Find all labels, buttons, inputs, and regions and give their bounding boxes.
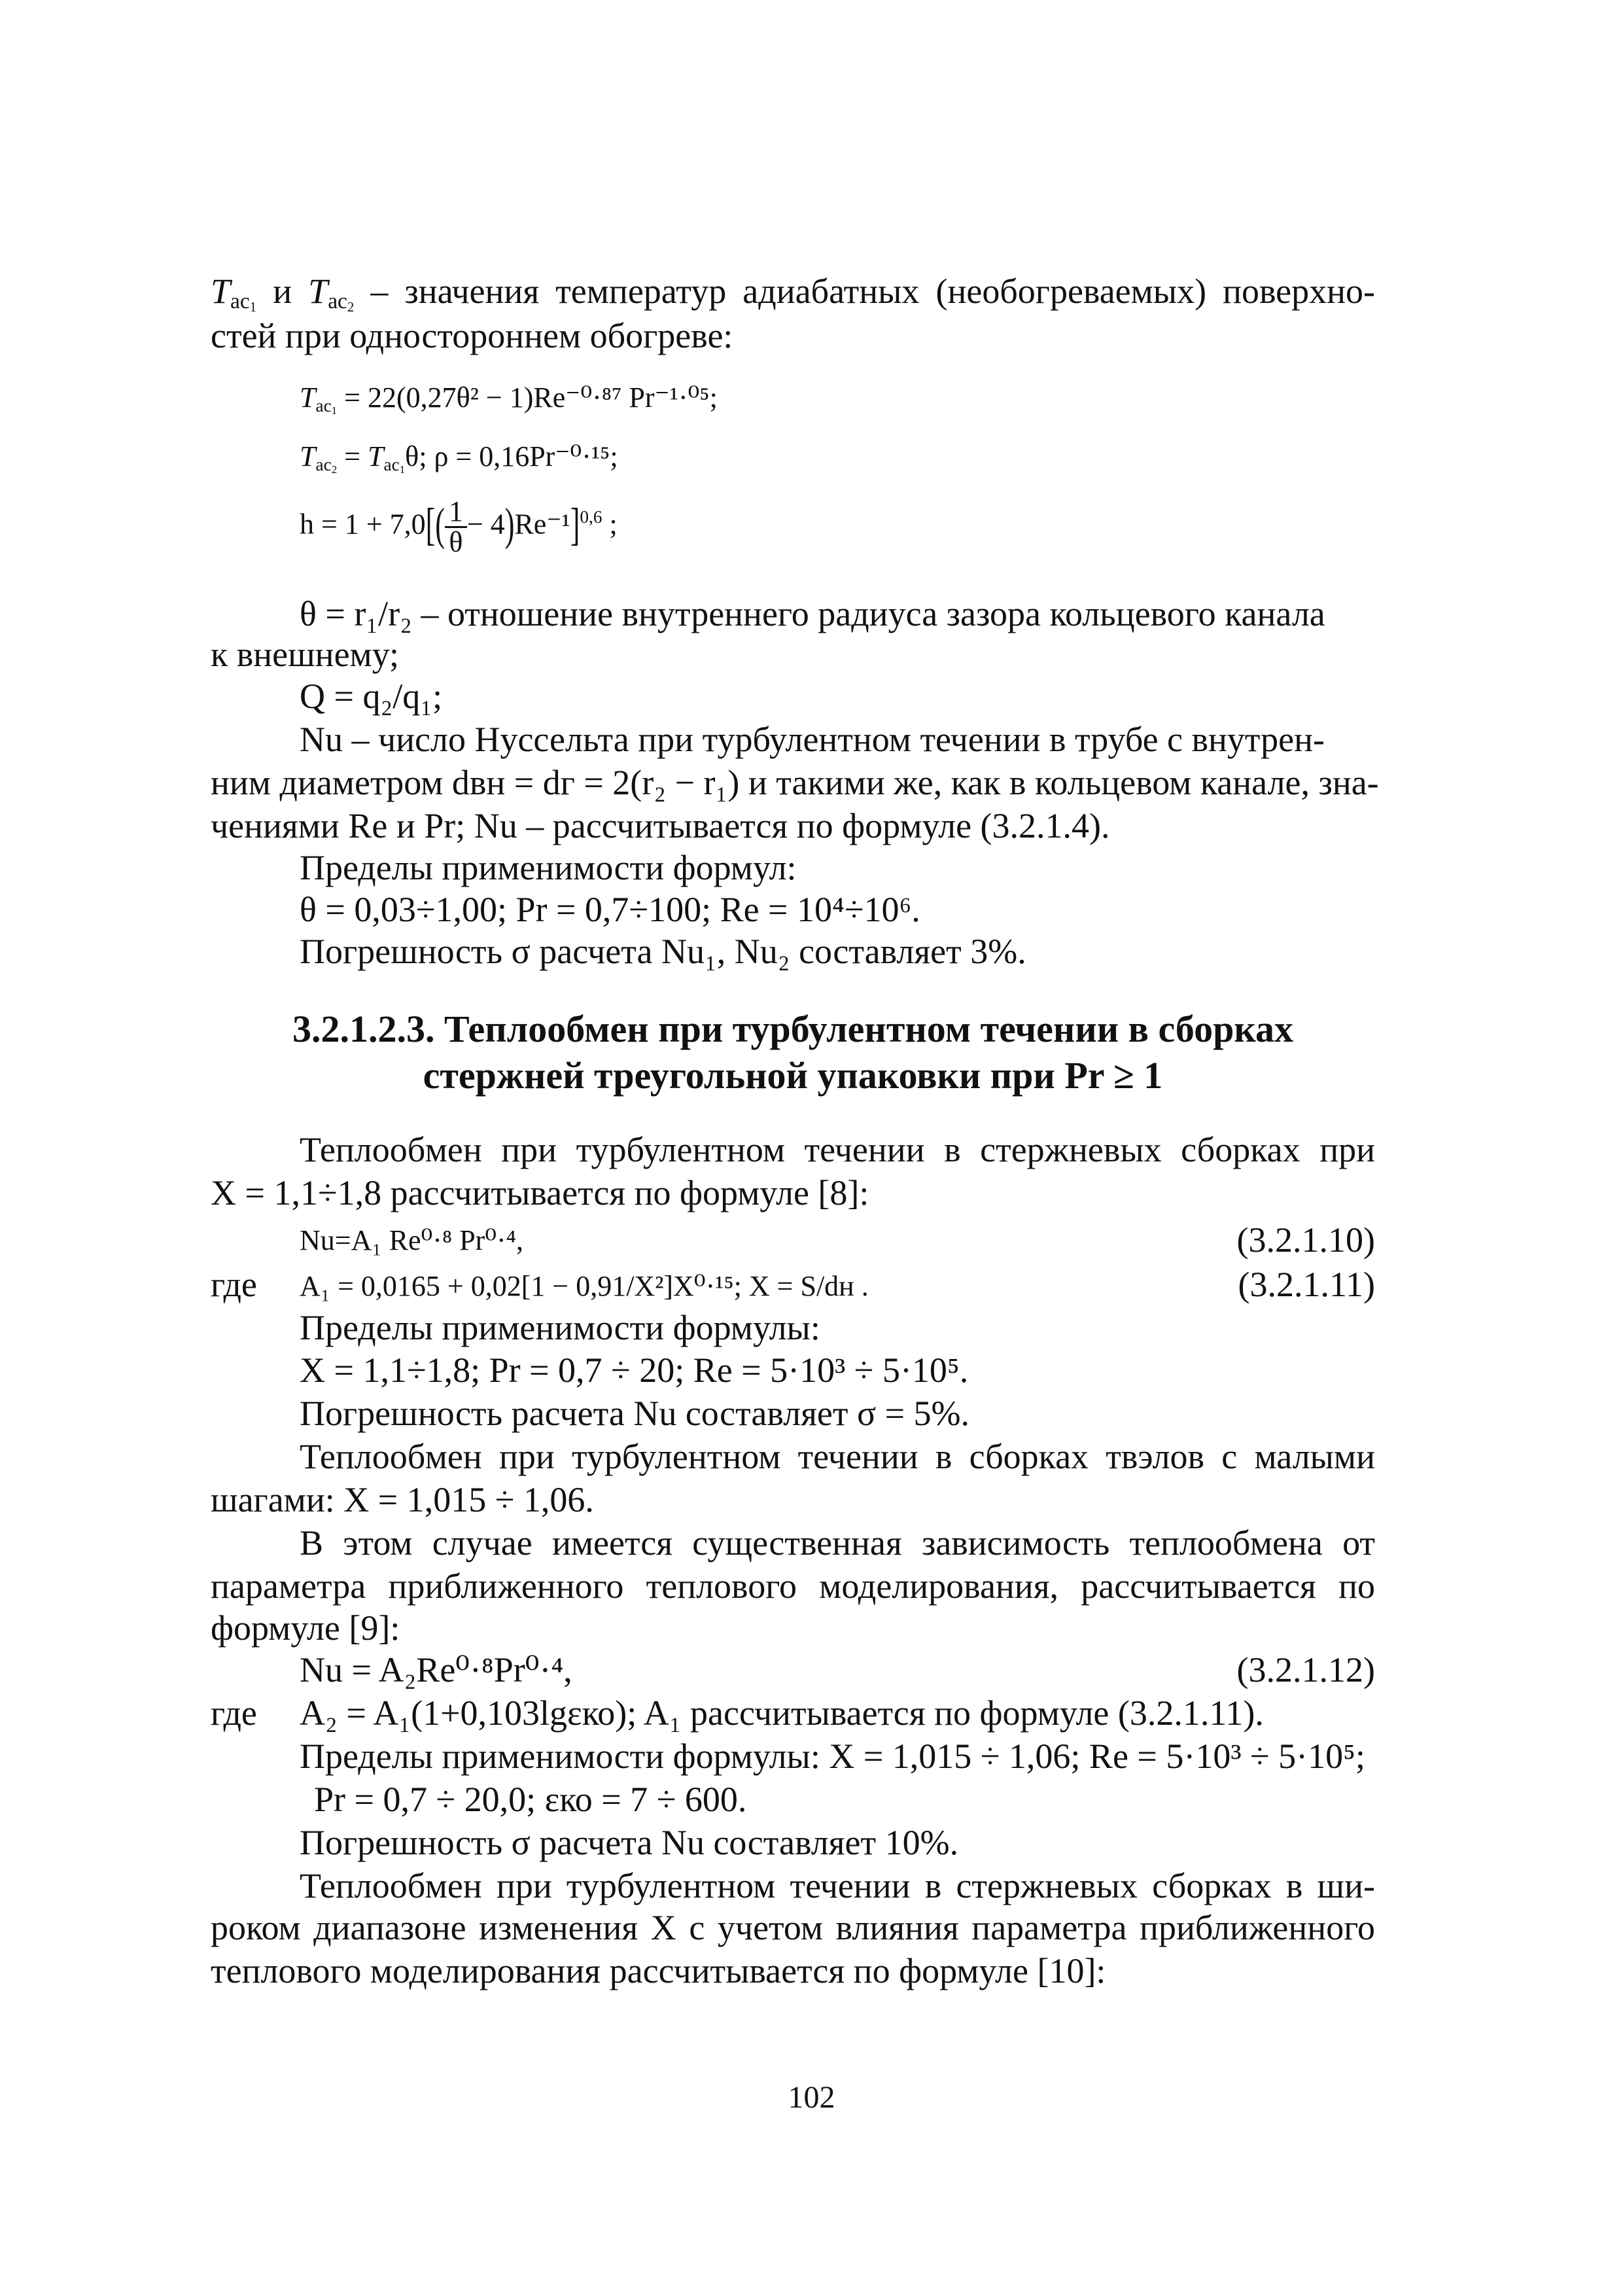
equation-number-11: (3.2.1.11) <box>1238 1265 1375 1304</box>
theta-definition-line-2: к внешнему; <box>211 635 400 674</box>
intro-line-1: $T_{ac_1}$ и $T_{ac_2}$ – значения температур адиабатных (необогреваемых) поверхно- <box>211 272 1376 315</box>
section-heading-line-1: 3.2.1.2.3. Теплообмен при турбулентном течении в сборках <box>292 1008 1293 1050</box>
paragraph-1-line-1: Теплообмен при турбулентном течении в стержневых сборках при <box>300 1130 1375 1169</box>
paragraph-3-line-2: параметра приближенного теплового моделирования, рассчитывается по <box>211 1566 1375 1606</box>
limits-line-3a: Пределы применимости формулы: X = 1,015 ÷ 1,06; Re = 5·10³ ÷ 5·10⁵; <box>300 1737 1365 1776</box>
nu-definition-line-1: Nu – число Нуссельта при турбулентном течении в трубе с внутрен- <box>300 720 1325 759</box>
where-label-1: где <box>211 1265 257 1304</box>
limits-line-3b: Pr = 0,7 ÷ 20,0; εко = 7 ÷ 600. <box>314 1780 747 1819</box>
paragraph-2-line-1: Теплообмен при турбулентном течении в сборках твэлов с малыми <box>300 1437 1375 1476</box>
paragraph-2-line-2: шагами: X = 1,015 ÷ 1,06. <box>211 1480 594 1519</box>
paragraph-1-line-2: X = 1,1÷1,8 рассчитывается по формуле [8]: <box>211 1173 869 1212</box>
equation-12-definition: A₂ = A₁(1+0,103lgεко); A₁ рассчитывается по формуле (3.2.1.11). <box>300 1693 1264 1733</box>
formula-tac2: $T_{ac_2} = T_{ac_1}\theta$; ρ = 0,16Pr⁻⁰·¹⁵; <box>300 440 618 476</box>
where-label-2: где <box>211 1693 257 1733</box>
limits-values-2: X = 1,1÷1,8; Pr = 0,7 ÷ 20; Re = 5·10³ ÷ 5·10⁵. <box>300 1351 969 1390</box>
equation-3-2-1-12: Nu = A₂Re⁰·⁸Pr⁰·⁴, <box>300 1650 572 1689</box>
equation-3-2-1-11: A₁ = 0,0165 + 0,02[1 − 0,91/X²]X⁰·¹⁵; X = S/dн . <box>300 1270 869 1302</box>
equation-3-2-1-10: Nu=A₁ Re⁰·⁸ Pr⁰·⁴, <box>300 1224 523 1256</box>
equation-number-12: (3.2.1.12) <box>1236 1650 1375 1689</box>
error-statement-1: Погрешность σ расчета Nu₁, Nu₂ составляет 3%. <box>300 932 1026 971</box>
paragraph-4-line-1: Теплообмен при турбулентном течении в стержневых сборках в ши- <box>300 1866 1375 1905</box>
section-heading-line-2: стержней треугольной упаковки при Pr ≥ 1 <box>423 1054 1163 1097</box>
limits-title-1: Пределы применимости формул: <box>300 848 797 887</box>
q-definition: Q = q₂/q₁; <box>300 677 443 716</box>
equation-number-10: (3.2.1.10) <box>1236 1220 1375 1260</box>
page-number: 102 <box>788 2080 835 2115</box>
paragraph-4-line-2: роком диапазоне изменения X с учетом влияния параметра приближенного <box>211 1908 1375 1947</box>
paragraph-3-line-3: формуле [9]: <box>211 1608 400 1648</box>
formula-h: h = 1 + 7,0[( $\frac{1}{\theta}$ − 4)Re⁻¹]$^{0,6}$ ; <box>300 495 618 558</box>
formula-tac1: $T_{ac_1} = 22(0,27\theta^2 - 1)Re^{-0}\cdot^{87}$ Pr⁻¹·⁰⁵; <box>300 381 718 417</box>
limits-title-2: Пределы применимости формулы: <box>300 1308 820 1347</box>
paragraph-4-line-3: теплового моделирования рассчитывается по формуле [10]: <box>211 1951 1106 1990</box>
intro-line-2: стей при одностороннем обогреве: <box>211 316 733 355</box>
nu-definition-line-2: ним диаметром dвн = dг = 2(r₂ − r₁) и такими же, как в кольцевом канале, зна- <box>211 763 1379 802</box>
nu-definition-line-3: чениями Re и Pr; Nu – рассчитывается по формуле (3.2.1.4). <box>211 806 1110 845</box>
error-statement-3: Погрешность σ расчета Nu составляет 10%. <box>300 1823 959 1862</box>
error-statement-2: Погрешность расчета Nu составляет σ = 5%. <box>300 1394 970 1433</box>
paragraph-3-line-1: В этом случае имеется существенная зависимость теплообмена от <box>300 1523 1375 1563</box>
limits-values-1: θ = 0,03÷1,00; Pr = 0,7÷100; Re = 10⁴÷10⁶. <box>300 890 920 929</box>
fraction-one-over-theta: $\frac{1}{\theta}$ <box>445 497 467 557</box>
theta-definition-line-1: θ = r₁/r₂ – отношение внутреннего радиуса зазора кольцевого канала <box>300 594 1325 633</box>
